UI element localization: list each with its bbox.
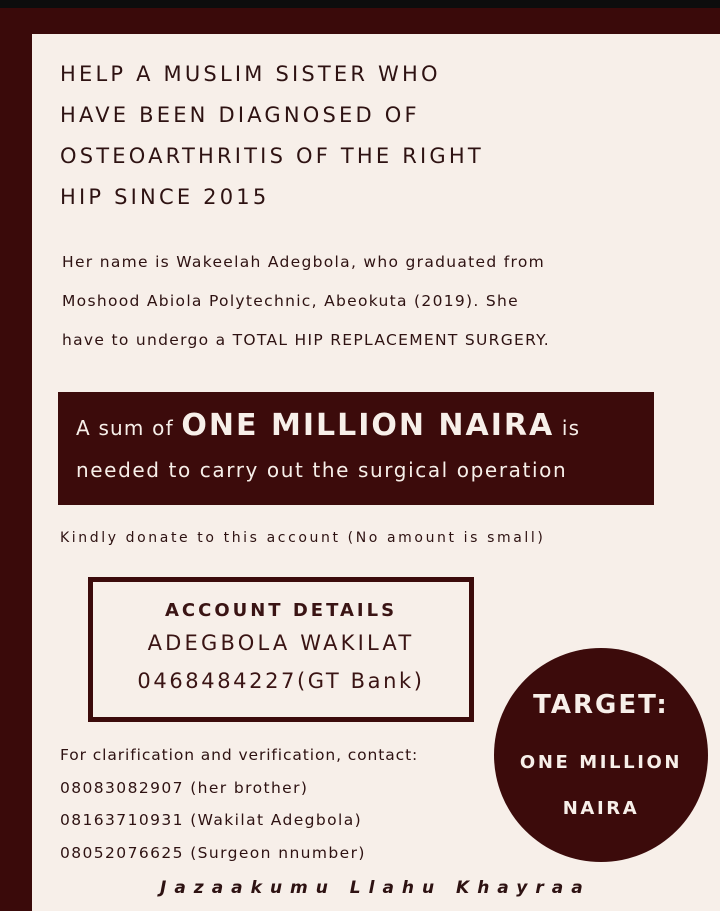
target-line-2: NAIRA	[562, 798, 640, 819]
contacts-lead: For clarification and verification, contact:	[60, 746, 419, 764]
banner-amount: ONE MILLION NAIRA	[181, 408, 555, 443]
account-name: ADEGBOLA WAKILAT	[147, 631, 415, 655]
amount-banner	[58, 392, 654, 505]
footer-blessing: Jazaakumu Llahu Khayraa	[160, 878, 591, 898]
top-bar	[0, 0, 720, 8]
contacts	[60, 739, 500, 869]
contact-line-3: 08052076625 (Surgeon nnumber)	[60, 843, 366, 862]
donate-note: Kindly donate to this account (No amount is small)	[60, 530, 546, 546]
headline-line-1: HELP A MUSLIM SISTER WHO	[60, 62, 441, 86]
headline-line-3: OSTEOARTHRITIS OF THE RIGHT	[60, 144, 484, 168]
intro-paragraph	[62, 243, 672, 360]
headline-line-4: HIP SINCE 2015	[60, 185, 270, 209]
target-line-1: ONE MILLION	[519, 752, 683, 773]
target-label: TARGET:	[533, 690, 669, 720]
account-details-box	[88, 577, 474, 722]
headline-line-2: HAVE BEEN DIAGNOSED OF	[60, 103, 420, 127]
banner-prefix: A sum of	[76, 416, 174, 440]
banner-line-1	[76, 404, 654, 450]
target-badge	[494, 648, 708, 862]
headline	[60, 54, 580, 218]
banner-suffix: is	[561, 416, 581, 440]
banner-line-2: needed to carry out the surgical operation	[76, 458, 568, 482]
intro-line-1: Her name is Wakeelah Adegbola, who graduated from	[62, 253, 546, 271]
account-title: ACCOUNT DETAILS	[164, 600, 398, 621]
account-number: 0468484227(GT Bank)	[137, 669, 425, 693]
contact-line-2: 08163710931 (Wakilat Adegbola)	[60, 811, 363, 829]
intro-line-2: Moshood Abiola Polytechnic, Abeokuta (2019). She	[62, 292, 519, 310]
intro-line-3: have to undergo a TOTAL HIP REPLACEMENT SURGERY.	[62, 331, 551, 349]
contact-line-1: 08083082907 (her brother)	[60, 778, 309, 797]
